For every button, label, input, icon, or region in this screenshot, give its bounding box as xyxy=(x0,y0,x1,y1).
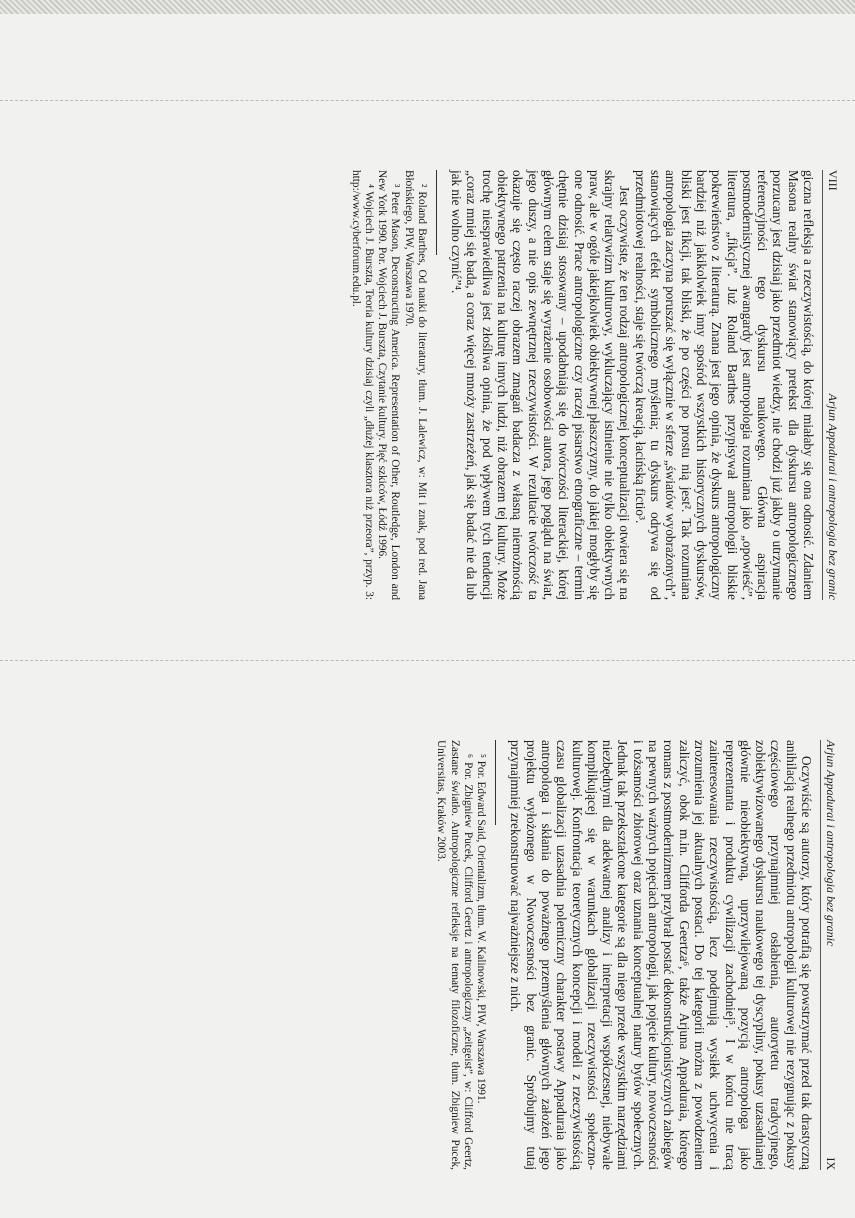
running-head-title: Arjun Appadurai i antropologia bez granic xyxy=(824,740,838,947)
running-head-title: Arjun Appadurai i antropologia bez granic xyxy=(826,393,840,600)
running-header xyxy=(820,740,838,1170)
paragraph: Oczywiście są autorzy, który potrafią się powstrzymać przed tak drastyczną anihilacją realnego przedmiotu antropologii kulturowej nie rezygnując z pokusy częściowego przynajmniej osłabienia, autorytetu tradycyjnego, zobiektywizowanego dyskursu naukowego tej dyscypliny, pokusy uzasadnianej głównie nieobiektywną, uprzywilejowaną pozycją antropologa jako reprezentanta i produktu cywilizacji zachodniej⁵. I w końcu nie tracą zainteresowania rzeczywistością, lecz podejmują wysiłek uchwycenia i zrozumienia jej aktualnych postaci. Do tej kategorii można z powodzeniem zaliczyć, obok m.in. Clifforda Geertza⁶, także Arjuna Appaduraia, którego romans z postmodernizmem przybrał postać dekonstrukcjonistycznych zabiegów na pewnych ważnych pojęciach antropologii, jak pojęcie kultury, nowoczesności i tożsamości zbiorowej oraz uznania konceptualnej natury bytów społecznych. Jednak tak przekształcone kategorie są dla niego przede wszystkim narzędziami niezbędnymi dla adekwatnej analizy i interpretacji współczesnej, niebywale komplikującej się w warunkach globalizacji rzeczywistości społeczno-kulturowej. Konfrontacja teoretycznych koncepcji i modeli z rzeczywistością czasu globalizacji uzasadnia polemiczny charakter postawy Appaduraia jako antropologa i skłania do poważnego przemyślenia głównych założeń jego projektu wyłożonego w Nowoczesności bez granic. Spróbujmy tutaj przynajmniej zrekonstruować najważniejsze z nich. xyxy=(508,740,814,1170)
paragraph: Jest oczywiste, że ten rodzaj antropologicznej konceptualizacji otwiera się na skrajny relatywizm kulturowy, wykluczający istnienie nie tylko obiektywnych praw, ale w ogóle jakiejkolwiek obiektywnej płaszczyzny, do jakiej mogłyby się one odnosić. Prace antropologiczne czy raczej pisarstwo etnograficzne – termin chętnie dzisiaj stosowany – upodabniają się do twórczości literackiej, której głównym celem staje się wyrażenie osobowości autora, jego poglądu na świat, jego duszy, a nie opis zewnętrznej rzeczywistości. W rezultacie twórczość ta okazuje się często raczej obrazem zmagań badacza z własną niemożnością obiektywnego patrzenia na kulturę innych ludzi, niż obrazem tej kultury. Może trochę niesprawiedliwa jest złośliwa opinia, że pod wpływem tych tendencji „coraz mniej się bada, a coraz więcej mnoży zastrzeżeń, jak się badać nie da lub jak nie wolno czynić”⁴. xyxy=(449,170,633,600)
running-header xyxy=(822,170,840,600)
footnote-rule xyxy=(495,740,496,825)
footnote: ⁵ Por. Edward Said, Orientalizm, tłum. W. Kalinowski, PIW, Warszawa 1991. xyxy=(475,754,488,1104)
page-number: IX xyxy=(824,1157,838,1170)
page-ix-content xyxy=(48,740,838,1170)
page-number: VIII xyxy=(826,170,840,191)
paragraph: giczna refleksja a rzeczywistością, do której miałaby się ona odnosić. Zdaniem Masona realny świat stanowiący pretekst dla dyskursu antropologicznego porzucany jest dzisiaj jako przedmiot wiedzy, nie chodzi już jakby o utrzymanie referencyjności tego dyskursu naukowego. Główna aspiracja postmodernistycznej awangardy jest antropologia rozumiana jako „opowieść”, literatura, „fikcja”. Już Roland Barthes przypisywał antropologii bliskie pokrewieństwo z literaturą. Znana jest jego opinia, że dyskurs antropologiczny bardziej niż jakikolwiek inny spośród wszystkich historycznych dyskursów, bliski jest fikcji, tak bliski, że po części po prostu nią jest². Tak rozumiana antropologia zaczyna poruszać się wyłącznie w sferze „światów wyobrażonych”, stanowiących efekt symbolicznego myślenia; tu dyskurs odrywa się od przedmiotowej realności, staje się twórczą kreacją, łacińską fictio³. xyxy=(632,170,816,600)
footnote: ³ Peter Mason, Deconstructing America. Representation of Other, Routledge, London and New York 1990. Por. Wojciech J. Burszta, Czytanie kultury. Pięć szkiców, Łódź 1996. xyxy=(376,170,402,600)
footnote: ⁶ Por. Zbigniew Pucek, Clifford Geertz i antropologiczny „zeitgeist”, w: Clifford Geertz, Zastane światło. Antropologiczne refleksje na tematy filozoficzne, tłum. Zbigniew Pucek, Universitas, Kraków 2003. xyxy=(435,740,474,1170)
footnote: ² Roland Barthes, Od nauki do literatury, tłum. J. Lalewicz, w: Mit i znak, pod red. Jana Błońskiego, PIW, Warszawa 1970. xyxy=(402,170,428,600)
body-text xyxy=(449,170,816,600)
footnote: ⁴ Wojciech J. Burszta, Teoria kultury dzisiaj czyli „dłużej klasztora niż przeora”, przyp. 3: http:/www.cyberforum.edu.pl. xyxy=(349,170,376,600)
page-ix xyxy=(0,609,855,1218)
body-text xyxy=(508,740,814,1170)
page-viii-content xyxy=(140,170,840,600)
footnote-rule xyxy=(436,170,437,255)
